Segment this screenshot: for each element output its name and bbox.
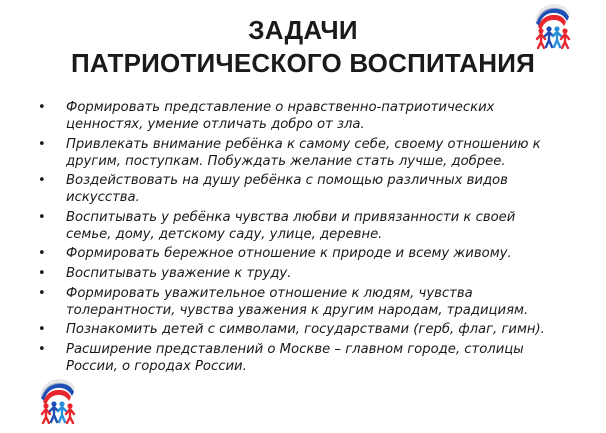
task-item — [36, 321, 596, 338]
task-item — [36, 136, 596, 170]
task-item — [36, 245, 596, 262]
task-text-line: Формировать представление о нравственно-патриотических — [66, 100, 495, 115]
task-text-line: другим, поступкам. Побуждать желание стать лучше, добрее. — [66, 153, 506, 169]
task-text-line: Формировать бережное отношение к природе и всему живому. — [66, 246, 512, 262]
task-item — [36, 341, 596, 375]
bullet-marker: • — [38, 341, 46, 357]
bullet-marker: • — [38, 100, 46, 115]
bullet-marker: • — [38, 246, 46, 262]
task-text-line: Воспитывать уважение к труду. — [66, 265, 292, 281]
task-item — [36, 99, 596, 133]
task-item — [36, 265, 596, 282]
bullet-marker: • — [38, 173, 46, 189]
bullet-marker: • — [38, 322, 46, 338]
task-text-line: России, о городах России. — [66, 358, 247, 374]
children-flag-logo-icon — [37, 378, 77, 424]
bullet-marker: • — [38, 209, 46, 225]
task-text-line: Познакомить детей с символами, государствами (герб, флаг, гимн). — [66, 322, 545, 338]
tasks-list — [36, 99, 596, 377]
task-text-line: семье, дому, детскому саду, улице, деревне. — [66, 226, 383, 242]
task-text-line: Расширение представлений о Москве – главном городе, столицы — [66, 341, 524, 357]
task-text-line: искусства. — [66, 190, 140, 206]
bullet-marker: • — [38, 136, 46, 152]
task-item — [36, 209, 596, 243]
task-text-line: Формировать уважительное отношение к людям, чувства — [66, 285, 473, 301]
task-text-line: толерантности, чувства уважения к другим народам, традициям. — [66, 302, 529, 318]
title-line-1: ЗАДАЧИ — [248, 15, 358, 45]
title-line-2: ПАТРИОТИЧЕСКОГО ВОСПИТАНИЯ — [70, 48, 536, 78]
task-item — [36, 285, 596, 319]
task-text-line: ценностях, умение отличать добро от зла. — [66, 117, 365, 132]
task-text-line: Воздействовать на душу ребёнка с помощью различных видов — [66, 173, 508, 189]
bullet-marker: • — [38, 265, 46, 281]
task-text-line: Привлекать внимание ребёнка к самому себе, своему отношению к — [66, 136, 541, 152]
bullet-marker: • — [38, 285, 46, 301]
task-text-line: Воспитывать у ребёнка чувства любви и привязанности к своей — [66, 209, 516, 225]
page-title — [0, 14, 606, 80]
task-item — [36, 172, 596, 206]
